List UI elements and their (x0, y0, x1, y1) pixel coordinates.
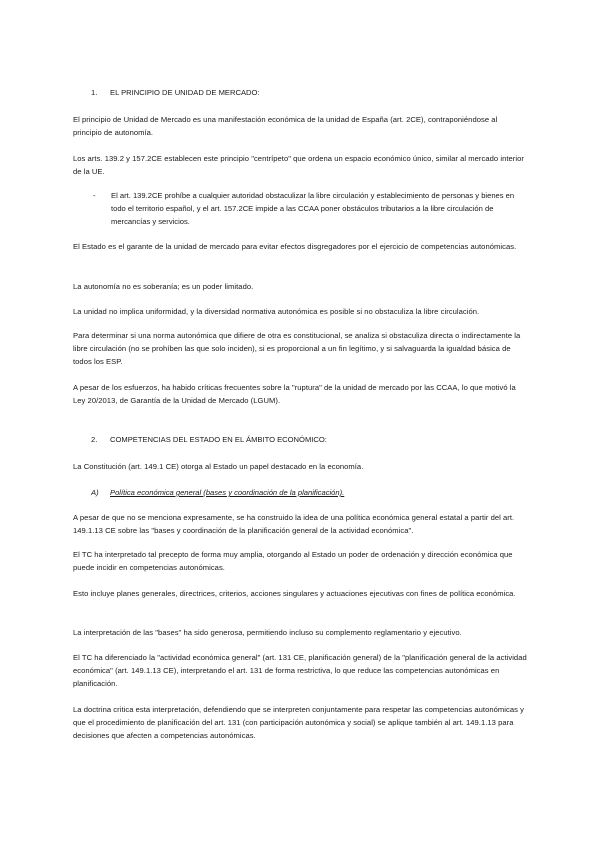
paragraph-6: Para determinar si una norma autonómica que difiere de otra es constitucional, se analiza si obstaculiza directa o indirectamente la libre circulación (no se prohíben las que solo inciden), si es proporcional a un fin legítimo, y si salvaguarda la igualdad básica de todos los ESP. (73, 331, 521, 366)
bullet-item (93, 189, 528, 228)
paragraph-9: A pesar de que no se menciona expresamente, se ha construido la idea de una política económica general estatal a partir del art. 149.1.13 CE sobre las "bases y coordinación de la planificación general de la actividad económica". (73, 513, 515, 535)
section-title: EL PRINCIPIO DE UNIDAD DE MERCADO: (110, 88, 260, 97)
paragraph-5: La unidad no implica uniformidad, y la diversidad normativa autonómica es posible si no obstaculiza la libre circulación. (73, 307, 480, 316)
bullet-text: El art. 139.2CE prohíbe a cualquier autoridad obstaculizar la libre circulación y establecimiento de personas y bienes en todo el territorio español, y el art. 157.2CE impide a las CCAA poner obstáculos tributarios a la libre circulación de mercancías y servicios. (111, 191, 515, 226)
section-title: COMPETENCIAS DEL ESTADO EN EL ÁMBITO ECONÓMICO: (110, 435, 327, 444)
section-heading-2 (91, 433, 521, 446)
paragraph-12: La interpretación de las "bases" ha sido generosa, permitiendo incluso su complemento reglamentario y ejecutivo. (73, 628, 462, 637)
subsection-letter: A) (91, 488, 99, 497)
section-heading-1 (91, 86, 521, 99)
paragraph-8: La Constitución (art. 149.1 CE) otorga al Estado un papel destacado en la economía. (73, 462, 364, 471)
bullet-dash: - (93, 191, 96, 200)
paragraph-7: A pesar de los esfuerzos, ha habido críticas frecuentes sobre la "ruptura" de la unidad de mercado por las CCAA, lo que motivó la Ley 20/2013, de Garantía de la Unidad de Mercado (LGUM). (73, 383, 516, 405)
subsection-title: Política económica general (bases y coordinación de la planificación). (110, 488, 345, 497)
paragraph-3: El Estado es el garante de la unidad de mercado para evitar efectos disgregadores por el ejercicio de competencias autonómicas. (73, 242, 517, 251)
paragraph-14: La doctrina critica esta interpretación, defendiendo que se interpreten conjuntamente para respetar las competencias autonómicas y que el procedimiento de planificación del art. 131 (con participación autonómica y social) se aplique también al art. 149.1.13 para decisiones que afecten a competencias autonómicas. (73, 705, 524, 740)
section-number: 2. (91, 435, 98, 444)
paragraph-11: Esto incluye planes generales, directrices, criterios, acciones singulares y actuaciones ejecutivas con fines de política económica. (73, 589, 516, 598)
paragraph-13: El TC ha diferenciado la "actividad económica general" (art. 131 CE, planificación general) de la "planificación general de la actividad económica" (art. 149.1.13 CE), interpretando el art. 131 de forma restrictiva, lo que reduce las competencias autonómicas en planificación. (73, 653, 527, 688)
subsection-heading-a (91, 486, 521, 499)
paragraph-10: El TC ha interpretado tal precepto de forma muy amplia, otorgando al Estado un poder de ordenación y dirección económica que puede incidir en competencias autonómicas. (73, 550, 513, 572)
section-number: 1. (91, 88, 98, 97)
paragraph-4: La autonomía no es soberanía; es un poder limitado. (73, 282, 254, 291)
paragraph-1: El principio de Unidad de Mercado es una manifestación económica de la unidad de España (art. 2CE), contraponiéndose al principio de autonomía. (73, 115, 498, 137)
paragraph-2: Los arts. 139.2 y 157.2CE establecen este principio "centrípeto" que ordena un espacio económico único, similar al mercado interior de la UE. (73, 154, 524, 176)
